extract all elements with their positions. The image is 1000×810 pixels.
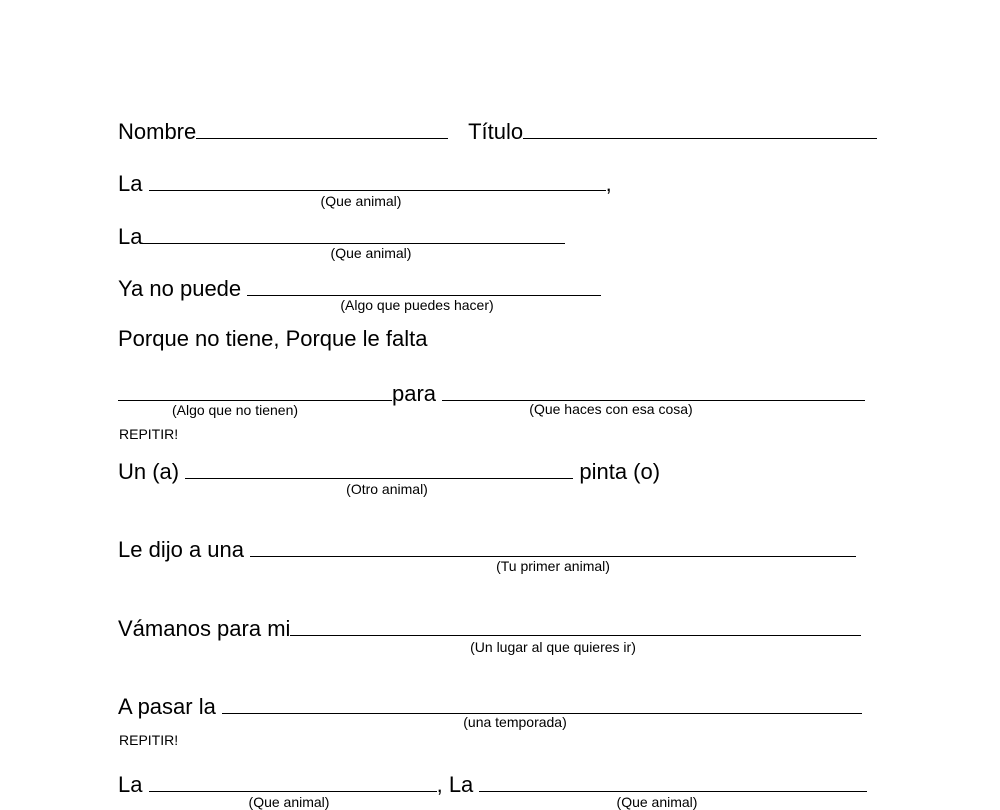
line7-prefix: Le dijo a una — [118, 537, 251, 562]
line2-prefix: La — [118, 224, 143, 249]
title-field[interactable] — [523, 117, 877, 139]
header-line — [118, 117, 877, 145]
name-field[interactable] — [196, 117, 448, 139]
line8-prefix: Vámanos para mi — [118, 616, 291, 641]
line7-hint: (Tu primer animal) — [496, 558, 610, 574]
line8-hint: (Un lugar al que quieres ir) — [470, 639, 636, 655]
place-field[interactable] — [290, 614, 861, 636]
first-animal-field[interactable] — [250, 535, 856, 557]
line5-hint-left: (Algo que no tienen) — [171, 402, 299, 418]
line5-hint-right: (Que haces con esa cosa) — [529, 401, 693, 417]
verse-line-4: Porque no tiene, Porque le falta — [118, 326, 428, 351]
line6-hint: (Otro animal) — [346, 481, 428, 497]
name-label: Nombre — [118, 119, 197, 144]
purpose-field[interactable] — [442, 379, 865, 401]
line1-suffix: , — [605, 171, 612, 196]
season-field[interactable] — [222, 692, 862, 714]
line10-hint-right: (Que animal) — [616, 794, 698, 810]
line5-middle: para — [392, 381, 443, 406]
action-field[interactable] — [247, 274, 601, 296]
line9-hint: (una temporada) — [463, 714, 567, 730]
line10-middle: , La — [436, 772, 480, 797]
line9-prefix: A pasar la — [118, 694, 222, 719]
line3-prefix: Ya no puede — [118, 276, 248, 301]
title-label: Título — [468, 119, 524, 144]
line2-hint: (Que animal) — [330, 245, 412, 261]
verse-line-10 — [118, 770, 867, 798]
line6-suffix: pinta (o) — [573, 459, 661, 484]
verse-line-7 — [118, 535, 856, 563]
line10-hint-left: (Que animal) — [248, 794, 330, 810]
line3-hint: (Algo que puedes hacer) — [340, 297, 494, 313]
line1-hint: (Que animal) — [320, 193, 402, 209]
verse-line-8 — [118, 614, 861, 642]
line10-prefix: La — [118, 772, 149, 797]
animal-field-1[interactable] — [149, 169, 606, 191]
repeat-note-1: REPITIR! — [119, 426, 179, 442]
animal-field-2[interactable] — [142, 222, 565, 244]
animal-field-3[interactable] — [149, 770, 437, 792]
animal-field-4[interactable] — [479, 770, 867, 792]
line6-prefix: Un (a) — [118, 459, 186, 484]
line1-prefix: La — [118, 171, 149, 196]
missing-thing-field[interactable] — [118, 379, 392, 401]
other-animal-field[interactable] — [185, 457, 573, 479]
repeat-note-2: REPITIR! — [119, 732, 179, 748]
